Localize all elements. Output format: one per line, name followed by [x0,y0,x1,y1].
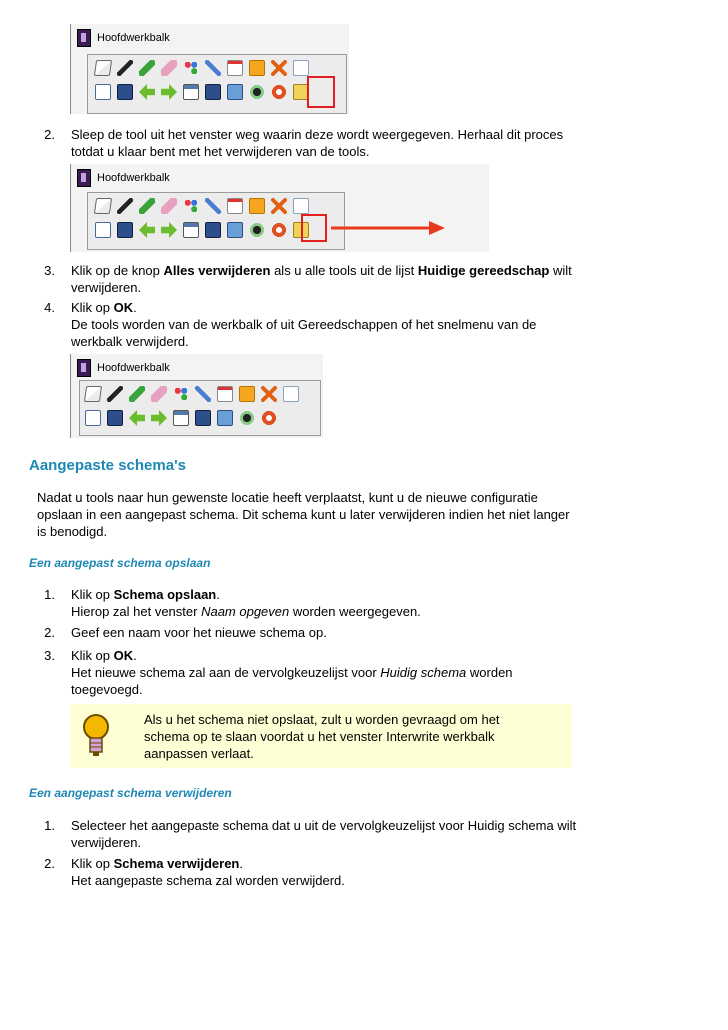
dialog-name: Naam opgeven [201,604,290,619]
eye-icon[interactable] [239,410,255,426]
step-text-part: . [216,587,220,602]
arrow-right-icon[interactable] [161,222,177,238]
select-icon[interactable] [94,198,112,214]
step-text-part: . [133,300,137,315]
page-icon[interactable] [293,60,309,76]
tip-text: Als u het schema niet opslaat, zult u worden gevraagd om het [144,712,500,727]
step-text: toegevoegd. [71,682,143,697]
close-icon[interactable] [271,198,287,214]
grid-icon[interactable] [217,386,233,402]
arrow-right-icon[interactable] [151,410,167,426]
page-icon[interactable] [293,198,309,214]
toolbar-screenshot-2 [70,164,489,252]
step-text [71,665,513,681]
document-icon[interactable] [85,410,101,426]
step-number: 2. [44,625,55,640]
select-icon[interactable] [94,60,112,76]
eraser-icon[interactable] [161,60,177,76]
step-text-part: Klik op [71,300,114,315]
tool-icon[interactable] [205,198,221,214]
step-text [71,263,572,279]
step-text: Geef een naam voor het nieuwe schema op. [71,625,327,640]
step-text-part: Klik op [71,587,114,602]
step-number: 1. [44,587,55,602]
toolbar-row-1 [95,60,315,76]
photo-icon[interactable] [227,84,243,100]
pen-icon[interactable] [117,60,133,76]
toolbar-title: Hoofdwerkbalk [97,172,170,184]
document-icon[interactable] [95,222,111,238]
toolbar-title: Hoofdwerkbalk [97,362,170,374]
step-text: Sleep de tool uit het venster weg waarin deze wordt weergegeven. Herhaal dit proces [71,127,564,142]
eye-icon[interactable] [249,84,265,100]
grid-icon[interactable] [227,60,243,76]
toolbar-titlebar [77,168,170,188]
highlighter-icon[interactable] [139,60,155,76]
toolbar-row-2 [85,410,283,426]
button-name: OK [113,648,134,663]
highlight-box [301,214,327,242]
arrow-left-icon[interactable] [139,222,155,238]
button-name: Alles verwijderen [163,263,271,278]
tool-icon[interactable] [205,60,221,76]
toolbar-row-2 [95,222,315,238]
toolbar-screenshot-3 [70,354,323,438]
step-text-part: Klik op [71,856,114,871]
step-text [71,604,421,620]
intro-text: is benodigd. [37,524,108,539]
page-icon[interactable] [283,386,299,402]
multicolor-icon[interactable] [173,386,189,402]
table-icon[interactable] [183,84,199,100]
tip-text: schema op te slaan voordat u het venster Interwrite werkbalk [144,729,495,744]
toolbar-row-2 [95,84,315,100]
step-number: 3. [44,648,55,663]
toolbar-title: Hoofdwerkbalk [97,32,170,44]
table-icon[interactable] [183,222,199,238]
step-text-part: . [133,648,137,663]
step-number: 2. [44,856,55,871]
app-icon [77,169,91,187]
button-name: OK [113,300,134,315]
highlighter-icon[interactable] [129,386,145,402]
stop-icon[interactable] [261,410,277,426]
step-text-part: worden weergegeven. [289,604,421,619]
tip-text: aanpassen verlaat. [144,746,254,761]
save-icon[interactable] [117,222,133,238]
step-text-part: Klik op de knop [71,263,164,278]
pen-icon[interactable] [107,386,123,402]
app-icon [77,359,91,377]
document-icon[interactable] [95,84,111,100]
photo-icon[interactable] [217,410,233,426]
save-icon[interactable] [117,84,133,100]
floppy-icon[interactable] [205,222,221,238]
step-text: verwijderen. [71,280,142,295]
step-text: Selecteer het aangepaste schema dat u uit de vervolgkeuzelijst voor Huidig schema wilt [71,818,577,833]
step-text [71,856,243,872]
toolbar-screenshot-1 [70,24,349,114]
toolbar-row-1 [95,198,315,214]
step-text-part: Hierop zal het venster [71,604,202,619]
eraser-icon[interactable] [161,198,177,214]
step-text [71,648,137,664]
step-text [71,300,137,316]
step-text: totdat u klaar bent met het verwijderen van de tools. [71,144,370,159]
stop-icon[interactable] [271,222,287,238]
step-number: 2. [44,127,55,142]
intro-text: opslaan in een aangepast schema. Dit schema kunt u later verwijderen indien het niet langer [37,507,570,522]
eraser-icon[interactable] [151,386,167,402]
close-icon[interactable] [271,60,287,76]
pen-icon[interactable] [117,198,133,214]
step-text: werkbalk verwijderd. [71,334,189,349]
toolbar-row-1 [85,386,305,402]
arrow-right-icon[interactable] [161,84,177,100]
multicolor-icon[interactable] [183,198,199,214]
step-text-part: worden [466,665,513,680]
step-text-part: als u alle tools uit de lijst [270,263,418,278]
orange-icon[interactable] [239,386,255,402]
drag-arrow [329,218,447,238]
tip-box [70,704,572,768]
step-number: 4. [44,300,55,315]
step-text-part: . [239,856,243,871]
step-number: 1. [44,818,55,833]
toolbar-titlebar [77,358,170,378]
step-text [71,587,220,603]
floppy-icon[interactable] [205,84,221,100]
step-text: De tools worden van de werkbalk of uit Gereedschappen of het snelmenu van de [71,317,537,332]
floppy-icon[interactable] [195,410,211,426]
select-icon[interactable] [84,386,102,402]
section-heading: Aangepaste schema's [29,457,186,474]
subheading-save: Een aangepast schema opslaan [29,556,211,570]
arrow-left-icon[interactable] [129,410,145,426]
toolbar-titlebar [77,28,170,48]
save-icon[interactable] [107,410,123,426]
button-name: Schema verwijderen [113,856,240,871]
step-text-part: Klik op [71,648,114,663]
highlight-box [307,76,335,108]
orange-icon[interactable] [249,60,265,76]
subheading-delete: Een aangepast schema verwijderen [29,786,232,800]
eye-icon[interactable] [249,222,265,238]
photo-icon[interactable] [227,222,243,238]
step-text-part: wilt [549,263,572,278]
list-name: Huidige gereedschap [417,263,550,278]
tool-icon[interactable] [195,386,211,402]
close-icon[interactable] [261,386,277,402]
app-icon [77,29,91,47]
table-icon[interactable] [173,410,189,426]
button-name: Schema opslaan [113,587,217,602]
orange-icon[interactable] [249,198,265,214]
multicolor-icon[interactable] [183,60,199,76]
highlighter-icon[interactable] [139,198,155,214]
step-text: Het aangepaste schema zal worden verwijderd. [71,873,345,888]
step-number: 3. [44,263,55,278]
step-text: verwijderen. [71,835,142,850]
intro-text: Nadat u tools naar hun gewenste locatie heeft verplaatst, kunt u de nieuwe configuratie [37,490,538,505]
arrow-left-icon[interactable] [139,84,155,100]
stop-icon[interactable] [271,84,287,100]
list-name: Huidig schema [380,665,467,680]
step-text-part: Het nieuwe schema zal aan de vervolgkeuzelijst voor [71,665,381,680]
grid-icon[interactable] [227,198,243,214]
lightbulb-icon [81,712,111,762]
